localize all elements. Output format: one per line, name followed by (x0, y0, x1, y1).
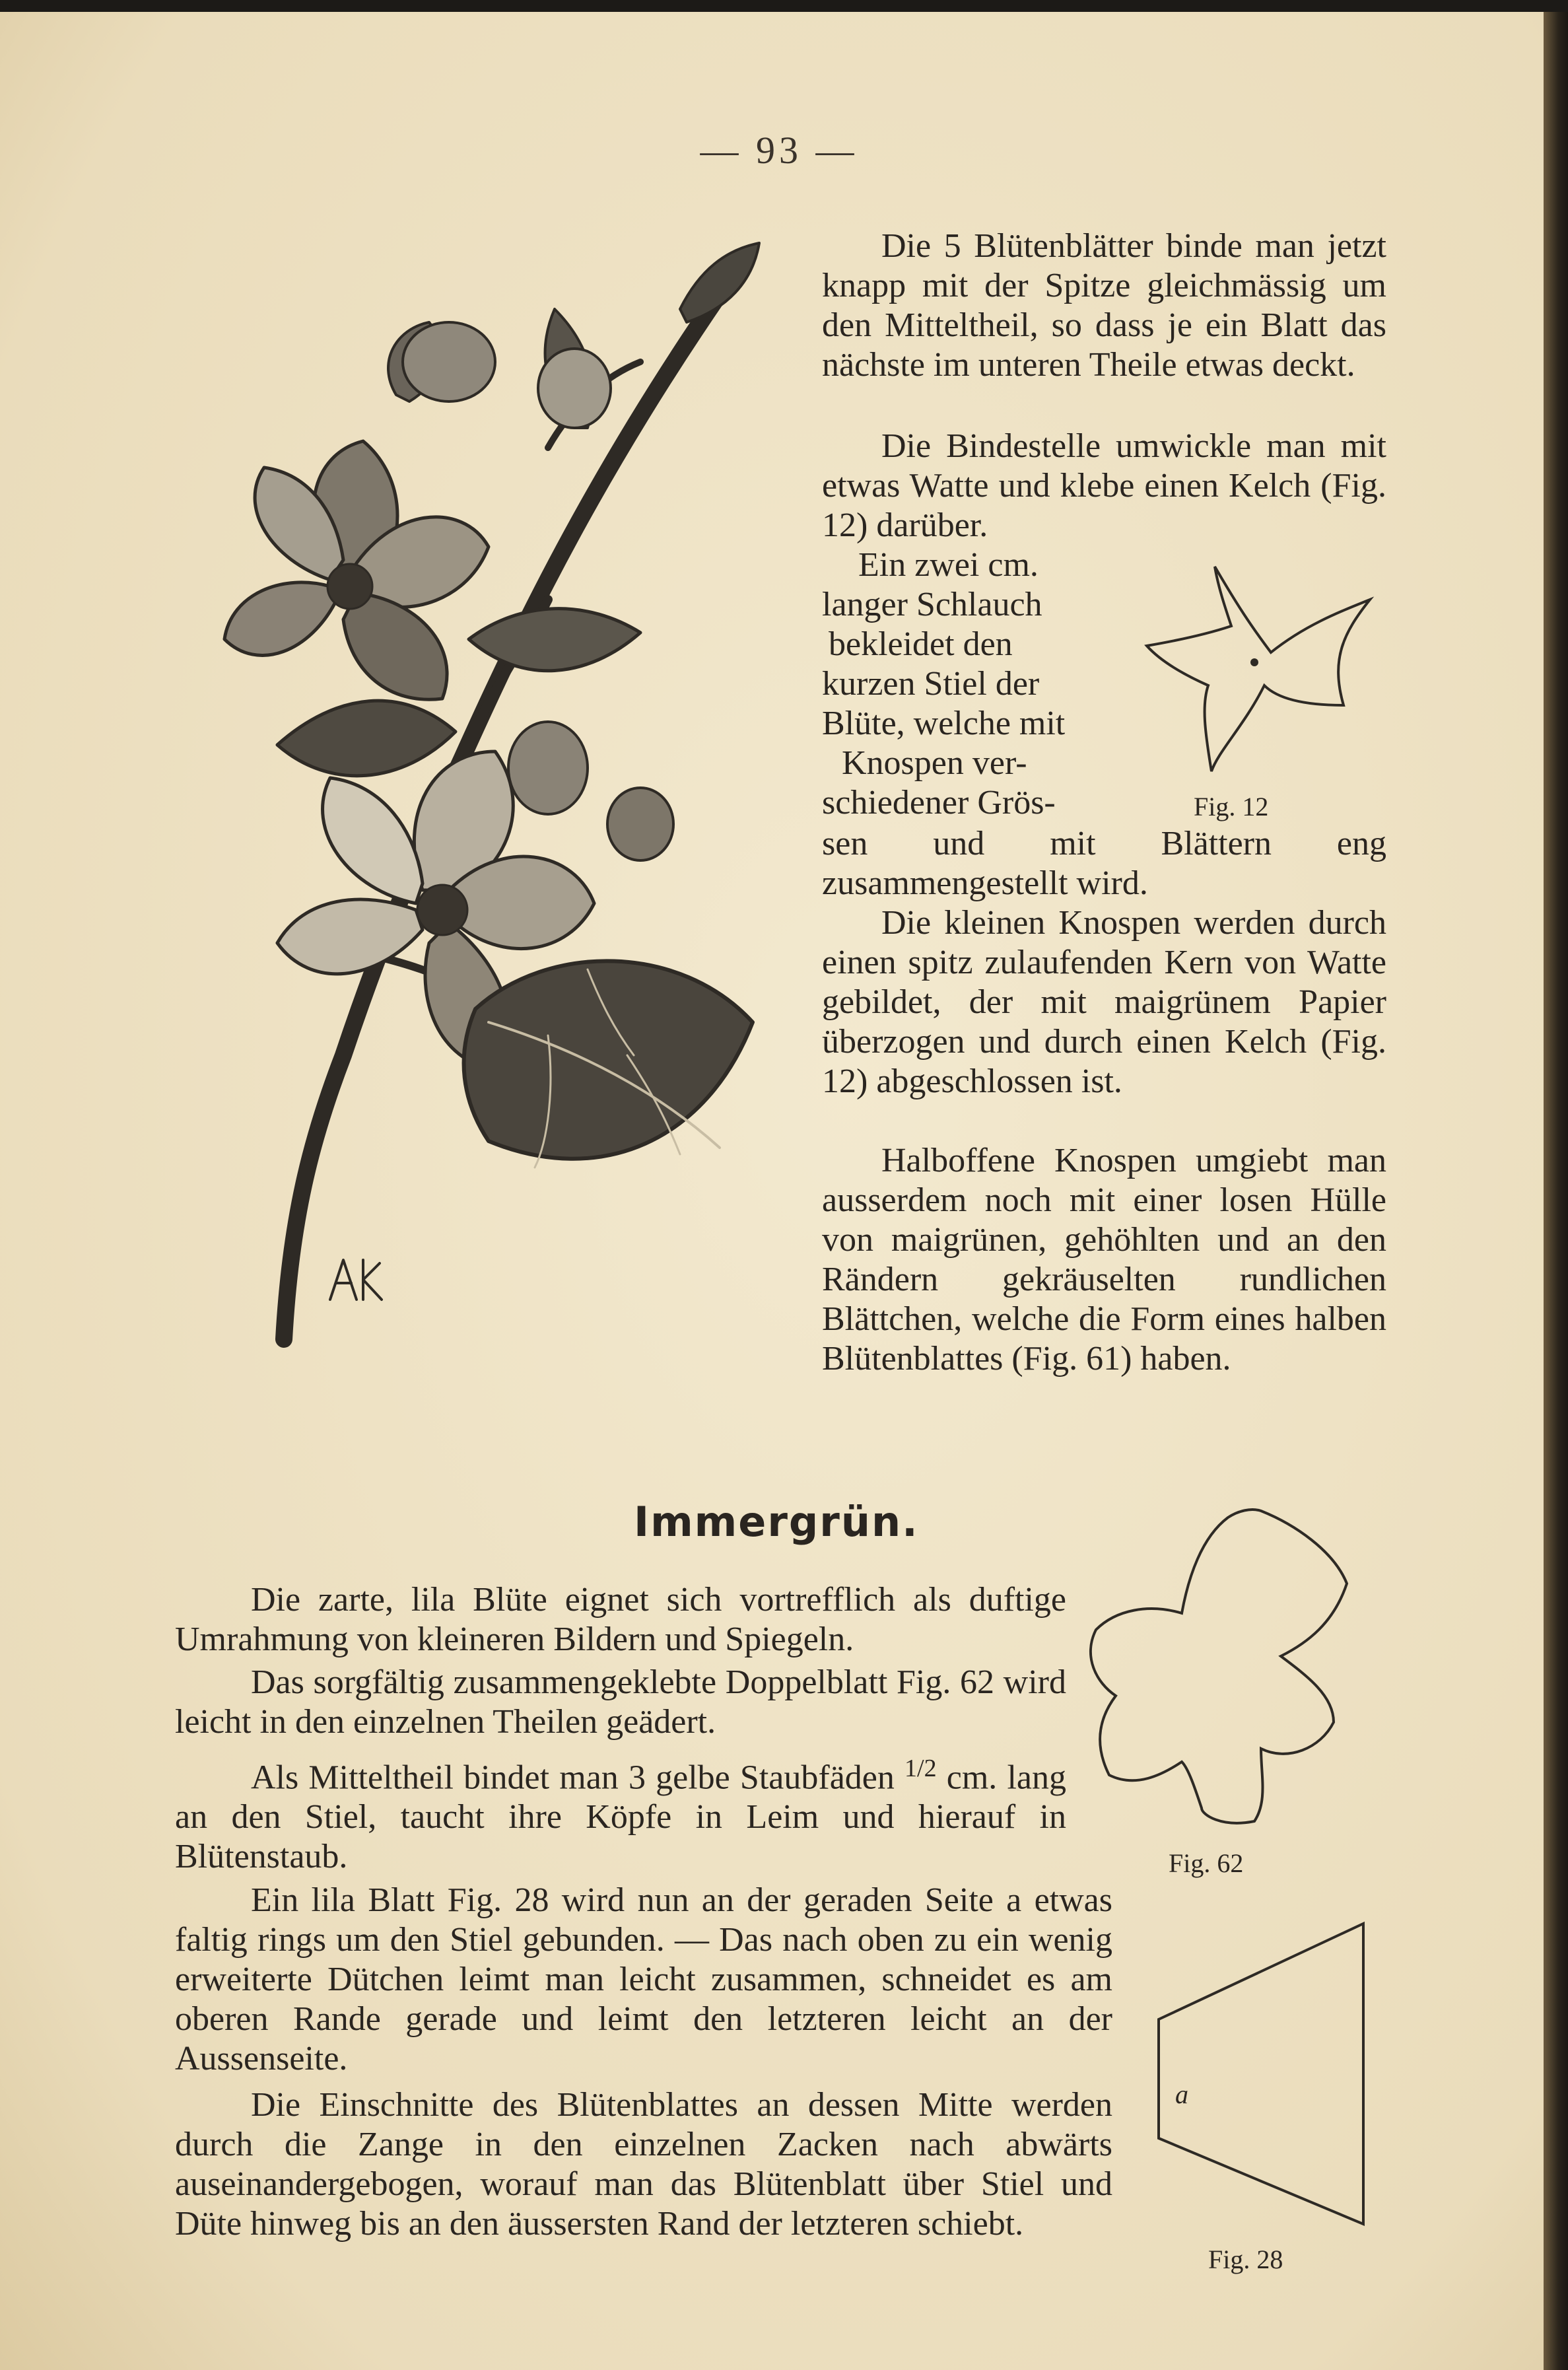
section-title: Immergrün. (634, 1498, 919, 1546)
fig-62-caption: Fig. 62 (1169, 1848, 1244, 1878)
paragraph-halboffene: Halboffene Knospen umgiebt man ausserdem noch mit einer losen Hülle von maigrünen, gehöhlten und an den Rändern gekräuselten rundlichen Blättchen, welche die Form eines halben Blütenblattes (Fig. 61) haben. (822, 1142, 1386, 1377)
fig-28-label-a: a (1175, 2079, 1188, 2109)
fig-62-double-petal (1083, 1498, 1367, 1841)
wrap-line: kurzen Stiel der (822, 665, 1040, 703)
paragraph-bluetenblaetter: Die 5 Blütenblätter binde man jetzt knapp mit der Spitze gleichmässig um den Mitteltheil, so dass je ein Blatt das nächste im unteren Theile etwas deckt. (822, 227, 1386, 384)
wrap-line: Blüte, welche mit (822, 705, 1066, 742)
page-number: — 93 — (700, 129, 858, 172)
wrap-line: schiedener Grös- (822, 784, 1056, 821)
paragraph-einschnitte: Die Einschnitte des Blütenblattes an dessen Mitte werden durch die Zange in den einzelnen Zacken nach abwärts auseinandergebogen, worauf man das Blütenblatt über Stiel und Düte hinweg bis an den äussersten Rand der letzteren schiebt. (175, 2086, 1112, 2243)
page-edge-shadow (1544, 12, 1568, 2370)
book-page (0, 12, 1544, 2370)
paragraph-zarte-bluete: Die zarte, lila Blüte eignet sich vortrefflich als duftige Umrahmung von kleineren Bildern und Spiegeln. (175, 1581, 1066, 1658)
flower-illustration (178, 230, 838, 1352)
paragraph-doppelblatt: Das sorgfältig zusammengeklebte Doppelblatt Fig. 62 wird leicht in den einzelnen Theilen geädert. (175, 1663, 1066, 1741)
fig-28-caption: Fig. 28 (1208, 2245, 1283, 2274)
paragraph-staubfaeden: Als Mitteltheil bindet man 3 gelbe Staubfäden $^{1/2}$ cm. lang an den Stiel, taucht ihre Köpfe in Leim und hierauf in Blütenstaub. (175, 1755, 1067, 1876)
paragraph-knospen: Die kleinen Knospen werden durch einen spitz zulaufenden Kern von Watte gebildet, der mit maigrünem Papier überzogen und durch einen Kelch (Fig. 12) abgeschlossen ist. (822, 904, 1386, 1100)
wrap-line: langer Schlauch (822, 586, 1042, 623)
wrap-text-block (822, 545, 1165, 823)
paragraph-wrap-continuation: sen und mit Blättern eng zusammengestellt wird. (822, 825, 1386, 902)
wrap-line: Knospen ver- (842, 744, 1027, 782)
paragraph-bindestelle: Die Bindestelle umwickle man mit etwas Watte und klebe einen Kelch (Fig. 12) darüber. (822, 427, 1386, 544)
wrap-line: Ein zwei cm. (858, 546, 1039, 584)
fraction-half: 1/2 (904, 1755, 937, 1782)
fig-12-caption: Fig. 12 (1194, 792, 1269, 821)
paragraph-lila-blatt: Ein lila Blatt Fig. 28 wird nun an der geraden Seite a etwas faltig rings um den Stiel gebunden. — Das nach oben zu ein wenig erweiterte Dütchen leimt man leicht zusammen, schneidet es am oberen Rande gerade und leimt den letzteren leicht an der Aussenseite. (175, 1881, 1112, 2077)
wrap-line: bekleidet den (829, 625, 1013, 663)
fig-12-calyx-star (1145, 553, 1396, 791)
